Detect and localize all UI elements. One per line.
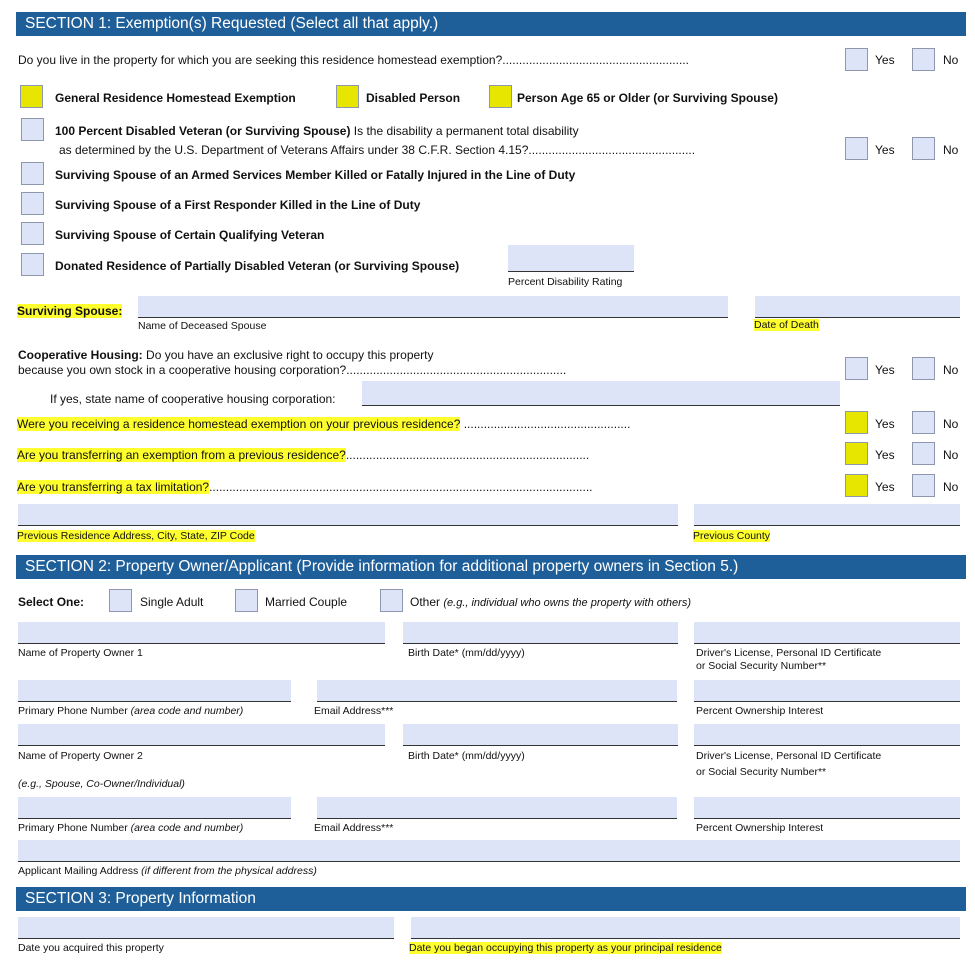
question-live-in-property: Do you live in the property for which you are seeking this residence homestead exemption?........................................................ bbox=[18, 53, 689, 67]
occupying-date-label: Date you began occupying this property as your principal residence bbox=[409, 942, 722, 954]
owner2-name-label: Name of Property Owner 2 bbox=[18, 750, 143, 762]
percent-disability-label: Percent Disability Rating bbox=[508, 276, 623, 288]
owner2-birthdate-field[interactable] bbox=[403, 724, 678, 746]
no-label: No bbox=[943, 480, 959, 494]
married-couple-checkbox[interactable] bbox=[235, 589, 258, 612]
armed-services-checkbox[interactable] bbox=[21, 162, 44, 185]
owner1-percent-label: Percent Ownership Interest bbox=[696, 705, 824, 717]
other-label: Other (e.g., individual who owns the property with others) bbox=[410, 595, 691, 609]
prev-address-label: Previous Residence Address, City, State, ZIP Code bbox=[17, 530, 255, 542]
live-yes-checkbox[interactable] bbox=[845, 48, 868, 71]
vet100-no-checkbox[interactable] bbox=[912, 137, 935, 160]
owner2-name-field[interactable] bbox=[18, 724, 385, 746]
coop-name-field[interactable] bbox=[362, 381, 840, 406]
armed-services-label: Surviving Spouse of an Armed Services Member Killed or Fatally Injured in the Line of Duty bbox=[55, 168, 576, 182]
disabled-person-checkbox[interactable] bbox=[336, 85, 359, 108]
yes-label: Yes bbox=[875, 417, 895, 431]
first-responder-checkbox[interactable] bbox=[21, 192, 44, 215]
yes-label: Yes bbox=[875, 363, 895, 377]
prev-exempt-yes-checkbox[interactable] bbox=[845, 411, 868, 434]
owner1-percent-field[interactable] bbox=[694, 680, 960, 702]
no-label: No bbox=[943, 53, 959, 67]
owner2-id-field[interactable] bbox=[694, 724, 960, 746]
owner2-email-label: Email Address*** bbox=[314, 822, 394, 834]
prev-county-label: Previous County bbox=[693, 530, 771, 542]
owner2-phone-label: Primary Phone Number (area code and number) bbox=[18, 822, 244, 834]
owner2-id-label-line2: or Social Security Number** bbox=[696, 766, 827, 778]
age65-checkbox[interactable] bbox=[489, 85, 512, 108]
married-couple-label: Married Couple bbox=[265, 595, 348, 609]
section1-header: SECTION 1: Exemption(s) Requested (Select all that apply.) bbox=[16, 12, 966, 36]
single-adult-checkbox[interactable] bbox=[109, 589, 132, 612]
deceased-spouse-name-field[interactable] bbox=[138, 296, 728, 318]
no-label: No bbox=[943, 363, 959, 377]
coop-question-line2: because you own stock in a cooperative housing corporation?.................................................................. bbox=[18, 363, 567, 377]
yes-label: Yes bbox=[875, 53, 895, 67]
owner2-name-note: (e.g., Spouse, Co-Owner/Individual) bbox=[18, 778, 185, 790]
owner2-percent-label: Percent Ownership Interest bbox=[696, 822, 824, 834]
coop-question: Cooperative Housing: Do you have an exclusive right to occupy this property bbox=[18, 348, 434, 362]
age65-label: Person Age 65 or Older (or Surviving Spouse) bbox=[517, 91, 778, 105]
prev-exempt-question: Were you receiving a residence homestead exemption on your previous residence? .................................................. bbox=[17, 417, 631, 431]
mailing-address-label: Applicant Mailing Address (if different from the physical address) bbox=[18, 865, 317, 877]
qualifying-veteran-label: Surviving Spouse of Certain Qualifying Veteran bbox=[55, 228, 325, 242]
prev-county-field[interactable] bbox=[694, 504, 960, 526]
yes-label: Yes bbox=[875, 143, 895, 157]
transfer-exempt-question: Are you transferring an exemption from a previous residence?......................................................................... bbox=[17, 448, 590, 462]
acquired-date-label: Date you acquired this property bbox=[18, 942, 164, 954]
first-responder-label: Surviving Spouse of a First Responder Killed in the Line of Duty bbox=[55, 198, 421, 212]
transfer-limit-no-checkbox[interactable] bbox=[912, 474, 935, 497]
owner2-birthdate-label: Birth Date* (mm/dd/yyyy) bbox=[408, 750, 525, 762]
occupying-date-field[interactable] bbox=[411, 917, 960, 939]
section3-header: SECTION 3: Property Information bbox=[16, 887, 966, 911]
no-label: No bbox=[943, 417, 959, 431]
vet100-checkbox[interactable] bbox=[21, 118, 44, 141]
single-adult-label: Single Adult bbox=[140, 595, 204, 609]
owner1-email-label: Email Address*** bbox=[314, 705, 394, 717]
owner1-name-label: Name of Property Owner 1 bbox=[18, 647, 143, 659]
deceased-spouse-name-label: Name of Deceased Spouse bbox=[138, 320, 267, 332]
surviving-spouse-label: Surviving Spouse: bbox=[17, 304, 123, 318]
other-checkbox[interactable] bbox=[380, 589, 403, 612]
vet100-label: 100 Percent Disabled Veteran (or Surviving Spouse) Is the disability a permanent total disability bbox=[55, 124, 579, 138]
coop-yes-checkbox[interactable] bbox=[845, 357, 868, 380]
vet100-question: as determined by the U.S. Department of Veterans Affairs under 38 C.F.R. Section 4.15?.................................................. bbox=[59, 143, 696, 157]
prev-address-field[interactable] bbox=[18, 504, 678, 526]
owner2-percent-field[interactable] bbox=[694, 797, 960, 819]
section2-header: SECTION 2: Property Owner/Applicant (Provide information for additional property owners in Section 5.) bbox=[16, 555, 966, 579]
qualifying-veteran-checkbox[interactable] bbox=[21, 222, 44, 245]
donated-residence-checkbox[interactable] bbox=[21, 253, 44, 276]
coop-name-label: If yes, state name of cooperative housing corporation: bbox=[50, 392, 336, 406]
transfer-limit-yes-checkbox[interactable] bbox=[845, 474, 868, 497]
disabled-person-label: Disabled Person bbox=[366, 91, 461, 105]
live-no-checkbox[interactable] bbox=[912, 48, 935, 71]
acquired-date-field[interactable] bbox=[18, 917, 394, 939]
date-of-death-field[interactable] bbox=[755, 296, 960, 318]
owner1-email-field[interactable] bbox=[317, 680, 677, 702]
mailing-address-field[interactable] bbox=[18, 840, 960, 862]
donated-residence-label: Donated Residence of Partially Disabled Veteran (or Surviving Spouse) bbox=[55, 259, 460, 273]
owner2-phone-field[interactable] bbox=[18, 797, 291, 819]
transfer-limit-question: Are you transferring a tax limitation?................................................................................................................... bbox=[17, 480, 593, 494]
owner2-id-label-line1: Driver's License, Personal ID Certificate bbox=[696, 750, 882, 762]
owner1-id-label-line1: Driver's License, Personal ID Certificate bbox=[696, 647, 882, 659]
owner1-id-field[interactable] bbox=[694, 622, 960, 644]
owner1-phone-field[interactable] bbox=[18, 680, 291, 702]
no-label: No bbox=[943, 143, 959, 157]
owner1-birthdate-label: Birth Date* (mm/dd/yyyy) bbox=[408, 647, 525, 659]
date-of-death-label: Date of Death bbox=[754, 319, 819, 331]
select-one-label: Select One: bbox=[18, 595, 85, 609]
yes-label: Yes bbox=[875, 480, 895, 494]
transfer-exempt-yes-checkbox[interactable] bbox=[845, 442, 868, 465]
general-exemption-checkbox[interactable] bbox=[20, 85, 43, 108]
prev-exempt-no-checkbox[interactable] bbox=[912, 411, 935, 434]
transfer-exempt-no-checkbox[interactable] bbox=[912, 442, 935, 465]
owner1-phone-label: Primary Phone Number (area code and number) bbox=[18, 705, 244, 717]
vet100-yes-checkbox[interactable] bbox=[845, 137, 868, 160]
owner2-email-field[interactable] bbox=[317, 797, 677, 819]
owner1-birthdate-field[interactable] bbox=[403, 622, 678, 644]
owner1-id-label-line2: or Social Security Number** bbox=[696, 660, 827, 672]
owner1-name-field[interactable] bbox=[18, 622, 385, 644]
no-label: No bbox=[943, 448, 959, 462]
coop-no-checkbox[interactable] bbox=[912, 357, 935, 380]
percent-disability-field[interactable] bbox=[508, 245, 634, 272]
yes-label: Yes bbox=[875, 448, 895, 462]
general-exemption-label: General Residence Homestead Exemption bbox=[55, 91, 296, 105]
